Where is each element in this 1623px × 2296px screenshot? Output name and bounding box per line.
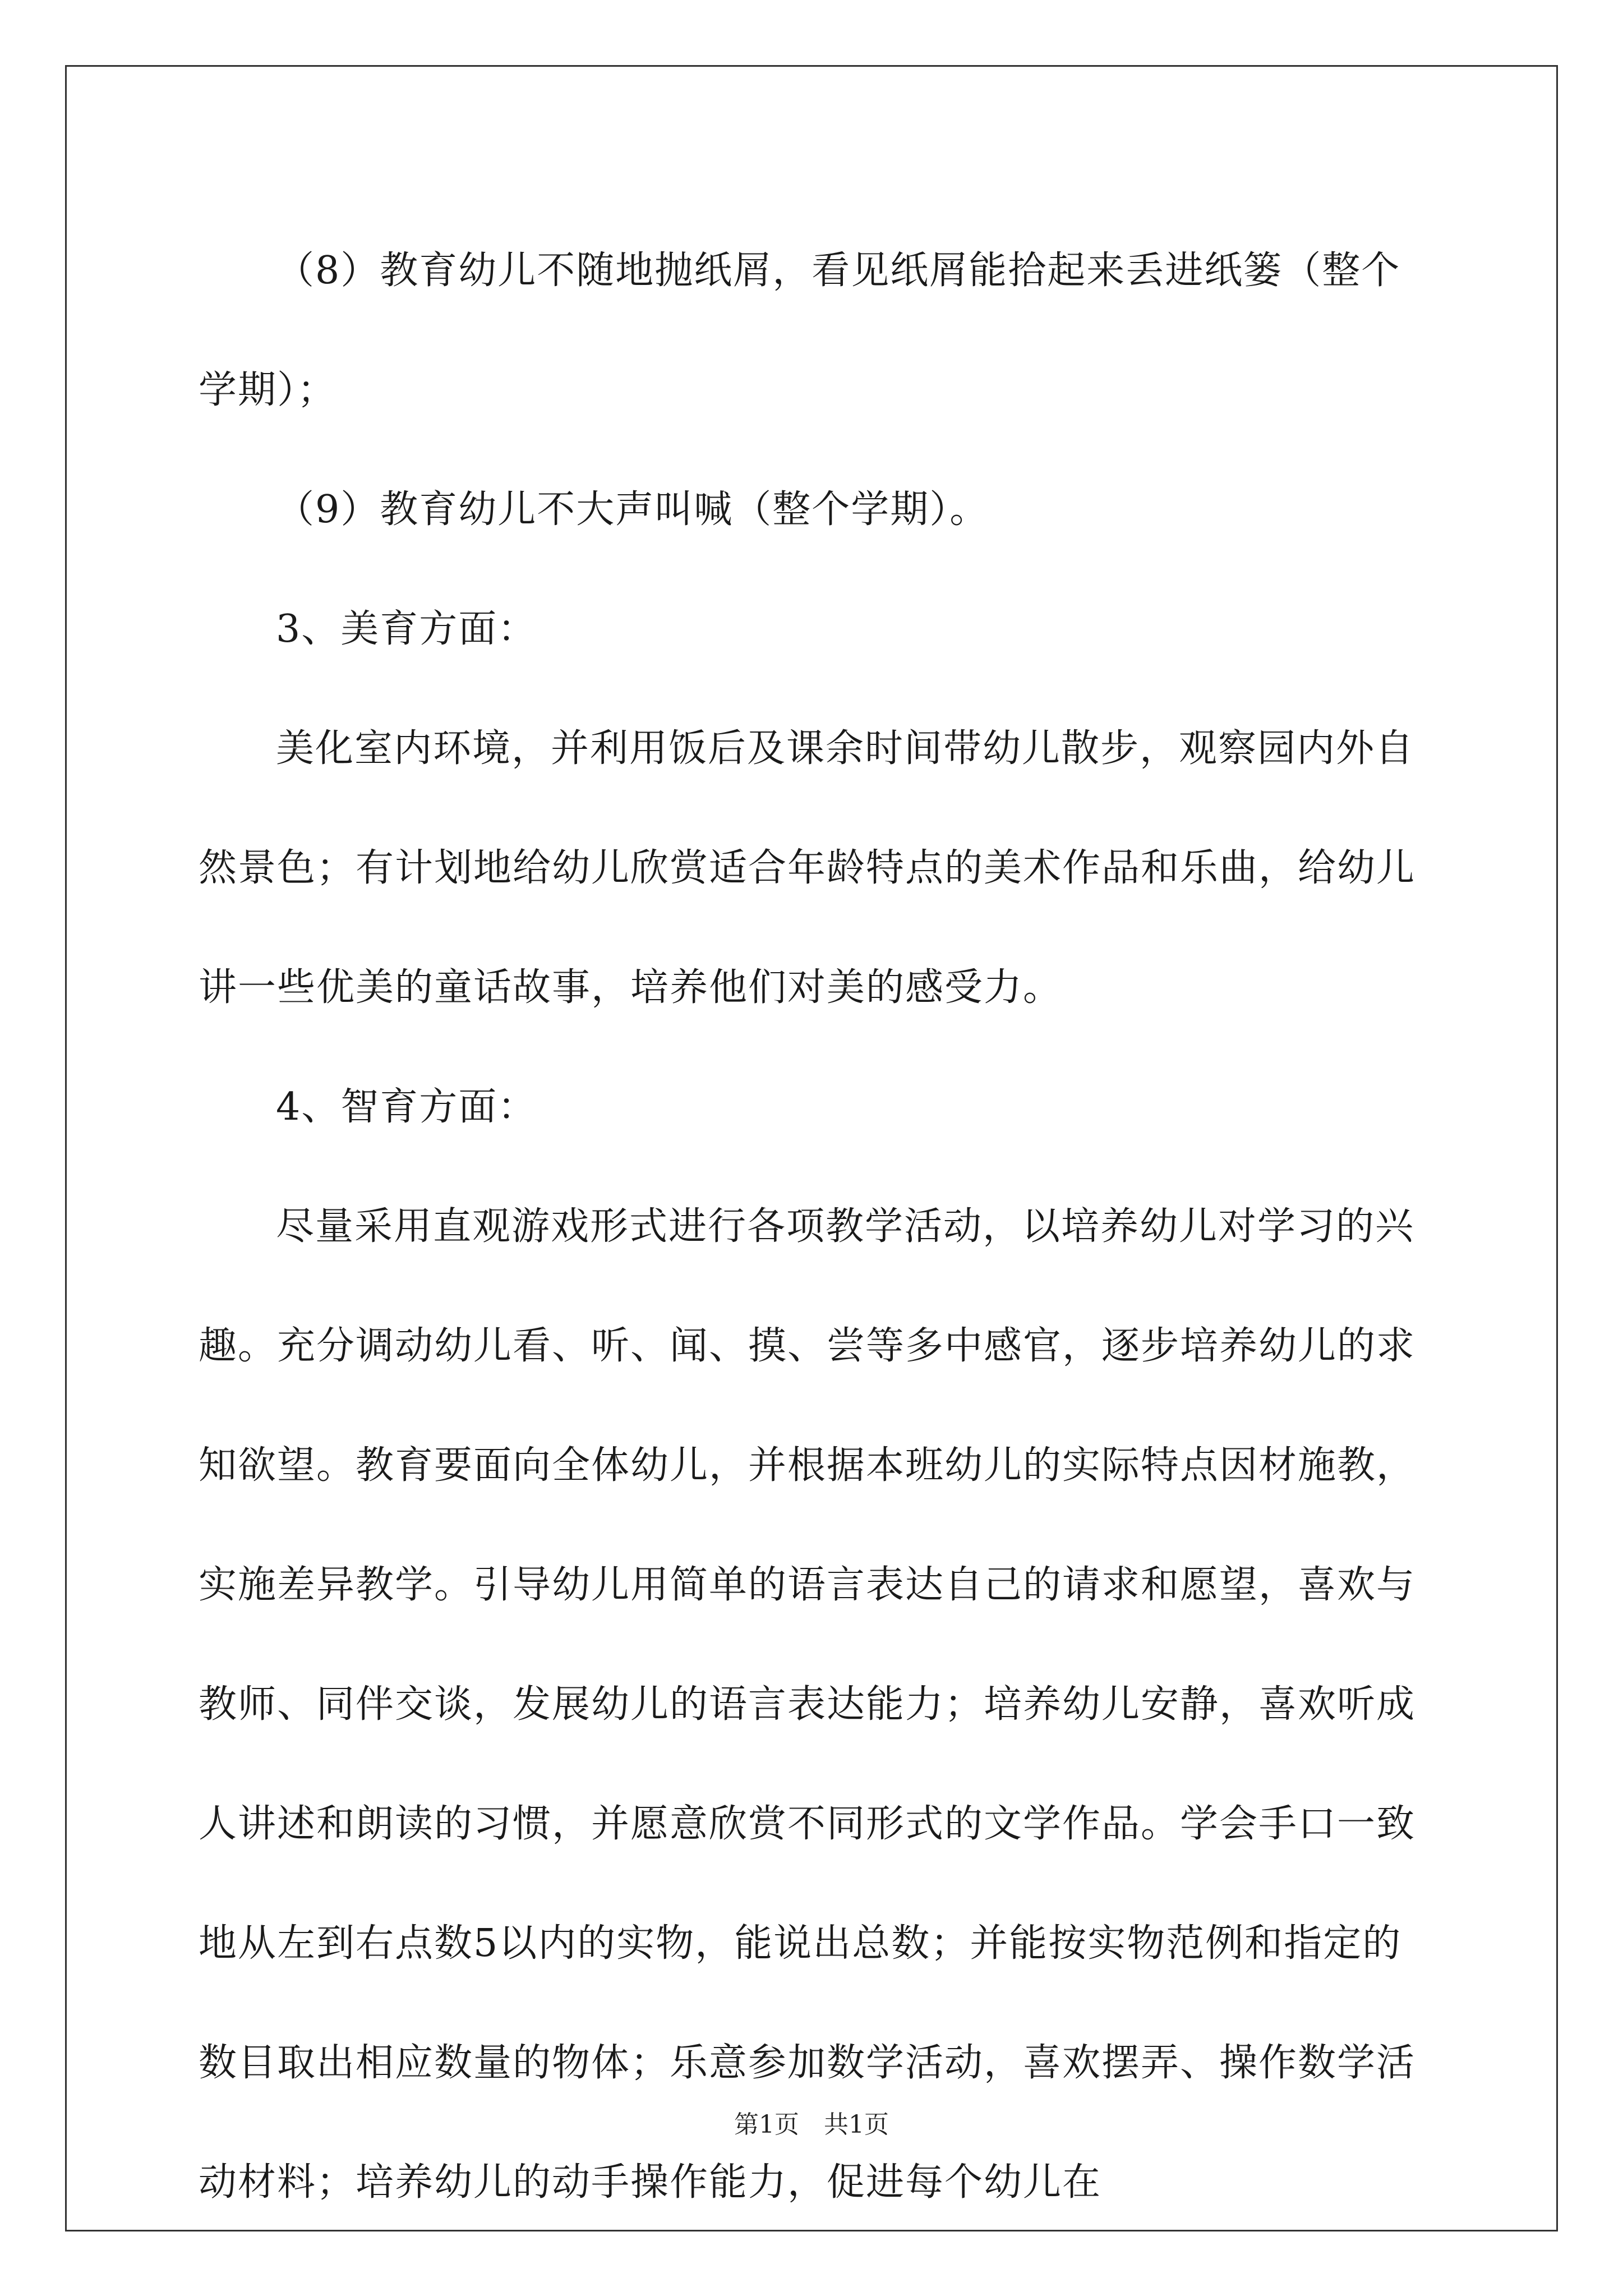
paragraph-item-8: （8）教育幼儿不随地抛纸屑，看见纸屑能拾起来丢进纸篓（整个学期）； bbox=[199, 249, 1401, 412]
page-footer: 第1页 共1页 bbox=[734, 2110, 889, 2139]
paragraph-aesthetic: 美化室内环境，并利用饭后及课余时间带幼儿散步，观察园内外自然景色；有计划地给幼儿欣赏适合年龄特点的美术作品和乐曲，给幼儿讲一些优美的童话故事，培养他们对美的感受力。 bbox=[199, 726, 1416, 1010]
paragraph-intellectual: 尽量采用直观游戏形式进行各项教学活动，以培养幼儿对学习的兴趣。充分调动幼儿看、听、闻、摸、尝等多中感官，逐步培养幼儿的求知欲望。教育要面向全体幼儿，并根据本班幼儿的实际特点因材施教，实施差异教学。引导幼儿用简单的语言表达自己的请求和愿望，喜欢与教师、同伴交谈，发展幼儿的语言表达能力；培养幼儿安静，喜欢听成人讲述和朗读的习惯，并愿意欣赏不同形式的文学作品。学会手口一致地从左到右点数5以内的实物，能说出总数；并能按实物范例和指定的数目取出相应数量的物体；乐意参加数学活动，喜欢摆弄、操作数学活动材料；培养幼儿的动手操作能力，促进每个幼儿在 bbox=[199, 1204, 1416, 2205]
section-heading-aesthetic: 3、美育方面： bbox=[276, 607, 537, 651]
paragraph-item-9: （9）教育幼儿不大声叫喊（整个学期）。 bbox=[276, 487, 989, 532]
document-body bbox=[199, 211, 1432, 2242]
section-heading-intellectual: 4、智育方面： bbox=[276, 1085, 537, 1129]
